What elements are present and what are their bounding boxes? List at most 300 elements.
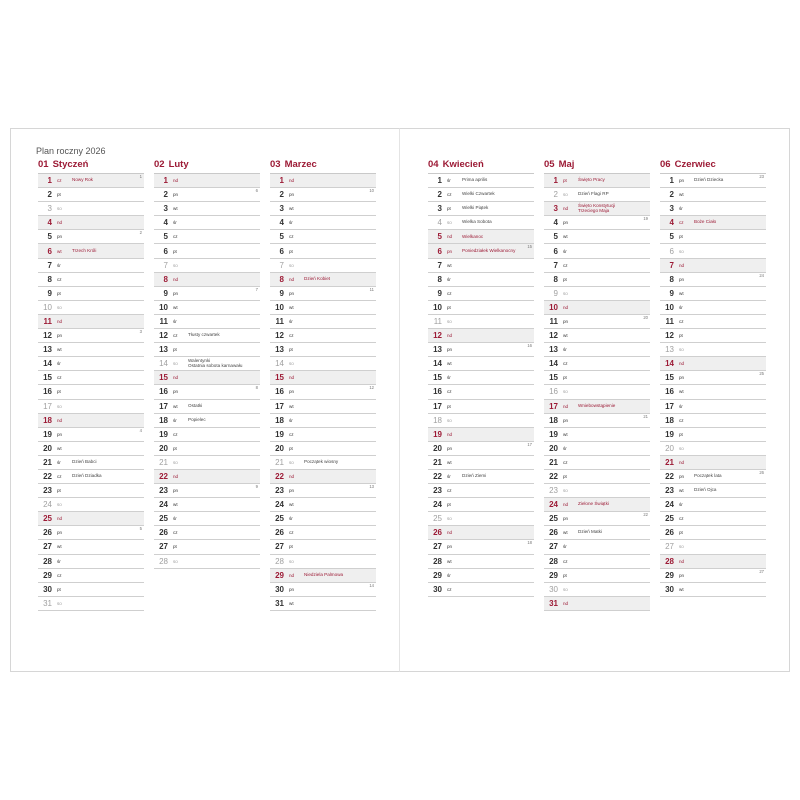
weekday-abbr: pn	[173, 488, 179, 494]
weekday-abbr: wt	[289, 403, 294, 409]
weekday-abbr: wt	[447, 361, 452, 367]
day-number: 1	[553, 176, 558, 186]
day-row	[428, 202, 534, 216]
month-column	[270, 159, 376, 611]
day-number: 28	[433, 556, 442, 566]
day-row	[428, 273, 534, 287]
day-number: 9	[437, 288, 442, 298]
day-number: 3	[437, 204, 442, 214]
day-row	[660, 216, 766, 230]
weekday-abbr: cz	[563, 361, 568, 367]
day-row	[428, 287, 534, 301]
day-row	[38, 244, 144, 258]
day-number: 17	[665, 401, 674, 411]
weekday-abbr: wt	[679, 290, 684, 296]
day-note: Wielka Sobota	[462, 219, 492, 225]
weekday-abbr: śr	[679, 403, 683, 409]
day-row	[270, 385, 376, 399]
day-row	[544, 244, 650, 258]
weekday-abbr: cz	[563, 262, 568, 268]
day-row	[428, 174, 534, 188]
day-row	[38, 202, 144, 216]
day-number: 17	[159, 401, 168, 411]
weekday-abbr: cz	[173, 431, 178, 437]
weekday-abbr: nd	[289, 276, 295, 282]
weekday-abbr: cz	[447, 488, 452, 494]
weekday-abbr: wt	[173, 206, 178, 212]
weekday-abbr: nd	[289, 572, 295, 578]
day-row	[38, 428, 144, 442]
day-row	[270, 216, 376, 230]
day-note: Początek wiosny	[304, 459, 339, 465]
day-number: 29	[433, 570, 442, 580]
day-number: 14	[43, 359, 52, 369]
weekday-abbr: śr	[679, 206, 683, 212]
weekday-abbr: so	[679, 347, 684, 353]
weekday-abbr: wt	[447, 558, 452, 564]
day-note: Święto Konstytucji Trzeciego Maja	[578, 202, 616, 213]
weekday-abbr: pn	[173, 192, 179, 198]
day-number: 10	[43, 302, 52, 312]
weekday-abbr: śr	[57, 459, 61, 465]
day-number: 18	[275, 415, 284, 425]
day-number: 20	[43, 443, 52, 453]
day-row	[154, 442, 260, 456]
weekday-abbr: nd	[289, 474, 295, 480]
day-number: 30	[549, 584, 558, 594]
weekday-abbr: nd	[679, 361, 685, 367]
day-note: Zielone Świątki	[578, 501, 609, 507]
weekday-abbr: pt	[57, 586, 61, 592]
day-number: 5	[553, 232, 558, 242]
day-number: 13	[159, 345, 168, 355]
day-number: 25	[275, 514, 284, 524]
weekday-abbr: nd	[563, 403, 569, 409]
day-row	[544, 315, 650, 329]
weekday-abbr: nd	[173, 474, 179, 480]
weekday-abbr: pt	[57, 488, 61, 494]
day-number: 10	[433, 302, 442, 312]
day-note: Wniebowstąpienie	[578, 402, 616, 408]
weekday-abbr: nd	[57, 318, 63, 324]
weekday-abbr: pn	[289, 586, 295, 592]
day-number: 15	[159, 373, 168, 383]
day-row	[270, 174, 376, 188]
day-row	[544, 202, 650, 216]
day-row	[270, 343, 376, 357]
day-number: 4	[437, 218, 442, 228]
day-row	[38, 357, 144, 371]
day-row	[154, 244, 260, 258]
weekday-abbr: cz	[57, 474, 62, 480]
day-row	[428, 216, 534, 230]
day-row	[38, 385, 144, 399]
day-number: 7	[279, 260, 284, 270]
day-number: 12	[275, 331, 284, 341]
weekday-abbr: wt	[57, 544, 62, 550]
day-number: 2	[669, 190, 674, 200]
weekday-abbr: pt	[447, 502, 451, 508]
day-row	[428, 315, 534, 329]
weekday-abbr: cz	[679, 417, 684, 423]
day-row	[38, 484, 144, 498]
day-number: 4	[47, 218, 52, 228]
weekday-abbr: śr	[173, 318, 177, 324]
day-row	[428, 428, 534, 442]
week-number: 25	[759, 371, 764, 377]
day-row	[270, 498, 376, 512]
day-row	[38, 597, 144, 611]
day-row	[660, 428, 766, 442]
day-row	[544, 301, 650, 315]
day-row	[38, 414, 144, 428]
day-number: 2	[553, 190, 558, 200]
day-number: 2	[163, 190, 168, 200]
day-number: 29	[43, 570, 52, 580]
day-row	[544, 555, 650, 569]
day-row	[544, 498, 650, 512]
weekday-abbr: nd	[563, 600, 569, 606]
day-row	[154, 287, 260, 301]
weekday-abbr: so	[57, 502, 62, 508]
day-row	[544, 400, 650, 414]
day-row	[544, 484, 650, 498]
weekday-abbr: śr	[447, 375, 451, 381]
day-row	[428, 259, 534, 273]
weekday-abbr: wt	[173, 502, 178, 508]
weekday-abbr: wt	[679, 192, 684, 198]
day-number: 13	[433, 345, 442, 355]
day-number: 22	[433, 472, 442, 482]
month-column	[38, 159, 144, 611]
weekday-abbr: pn	[447, 544, 453, 550]
day-row	[660, 301, 766, 315]
weekday-abbr: pn	[563, 220, 569, 226]
weekday-abbr: wt	[563, 530, 568, 536]
day-number: 24	[665, 500, 674, 510]
week-number: 11	[369, 286, 374, 292]
weekday-abbr: so	[173, 459, 178, 465]
weekday-abbr: nd	[447, 431, 453, 437]
day-row	[544, 512, 650, 526]
weekday-abbr: so	[563, 389, 568, 395]
day-note: Dzień Flagi RP	[578, 191, 609, 197]
day-row	[544, 428, 650, 442]
day-number: 26	[275, 528, 284, 538]
day-number: 29	[665, 570, 674, 580]
day-row	[660, 287, 766, 301]
day-row	[270, 569, 376, 583]
weekday-abbr: wt	[679, 488, 684, 494]
weekday-abbr: so	[563, 192, 568, 198]
weekday-abbr: pn	[563, 417, 569, 423]
day-number: 5	[437, 232, 442, 242]
week-number: 22	[643, 512, 648, 518]
weekday-abbr: śr	[57, 558, 61, 564]
day-number: 28	[43, 556, 52, 566]
weekday-abbr: nd	[173, 276, 179, 282]
week-number: 14	[369, 582, 374, 588]
day-row	[270, 540, 376, 554]
day-number: 19	[275, 429, 284, 439]
weekday-abbr: śr	[447, 178, 451, 184]
week-number: 19	[643, 216, 648, 222]
day-number: 3	[669, 204, 674, 214]
day-number: 7	[47, 260, 52, 270]
weekday-abbr: wt	[173, 403, 178, 409]
weekday-abbr: so	[563, 586, 568, 592]
month-name: Marzec	[284, 159, 317, 170]
day-row	[544, 230, 650, 244]
day-row	[270, 597, 376, 611]
day-number: 20	[275, 443, 284, 453]
day-row	[544, 540, 650, 554]
month-number: 02	[154, 159, 165, 170]
day-row	[544, 216, 650, 230]
day-note: Dzień Ojca	[694, 487, 717, 493]
day-number: 15	[433, 373, 442, 383]
day-row	[428, 540, 534, 554]
day-number: 12	[43, 331, 52, 341]
weekday-abbr: cz	[289, 431, 294, 437]
day-note: Dzień Kobiet	[304, 275, 331, 281]
weekday-abbr: śr	[173, 220, 177, 226]
weekday-abbr: śr	[679, 304, 683, 310]
day-number: 24	[159, 500, 168, 510]
day-number: 26	[159, 528, 168, 538]
weekday-abbr: wt	[563, 333, 568, 339]
weekday-abbr: nd	[447, 530, 453, 536]
day-row	[154, 273, 260, 287]
day-number: 19	[665, 429, 674, 439]
day-row	[544, 583, 650, 597]
day-row	[544, 569, 650, 583]
day-row	[270, 315, 376, 329]
weekday-abbr: wt	[679, 586, 684, 592]
day-note: Tłusty czwartek	[188, 332, 220, 338]
day-number: 9	[279, 288, 284, 298]
weekday-abbr: pn	[679, 375, 685, 381]
day-row	[544, 174, 650, 188]
weekday-abbr: pt	[57, 389, 61, 395]
day-number: 29	[275, 570, 284, 580]
day-number: 9	[163, 288, 168, 298]
day-number: 11	[159, 316, 168, 326]
day-row	[270, 400, 376, 414]
day-number: 3	[279, 204, 284, 214]
weekday-abbr: cz	[447, 192, 452, 198]
day-number: 1	[437, 176, 442, 186]
weekday-abbr: so	[57, 403, 62, 409]
day-row	[660, 555, 766, 569]
weekday-abbr: śr	[289, 318, 293, 324]
day-number: 7	[163, 260, 168, 270]
day-number: 5	[669, 232, 674, 242]
weekday-abbr: nd	[447, 333, 453, 339]
day-number: 23	[43, 486, 52, 496]
day-number: 18	[159, 415, 168, 425]
day-row	[660, 315, 766, 329]
week-number: 26	[759, 469, 764, 475]
day-row	[660, 371, 766, 385]
weekday-abbr: wt	[447, 262, 452, 268]
weekday-abbr: śr	[289, 417, 293, 423]
weekday-abbr: pn	[57, 530, 63, 536]
day-row	[270, 470, 376, 484]
week-number: 2	[139, 230, 142, 236]
weekday-abbr: so	[447, 318, 452, 324]
weekday-abbr: pn	[563, 318, 569, 324]
day-row	[154, 216, 260, 230]
day-number: 19	[159, 429, 168, 439]
weekday-abbr: pn	[679, 276, 685, 282]
week-number: 9	[255, 484, 258, 490]
day-row	[154, 371, 260, 385]
day-number: 17	[275, 401, 284, 411]
day-row	[154, 512, 260, 526]
day-row	[154, 526, 260, 540]
weekday-abbr: cz	[679, 220, 684, 226]
weekday-abbr: pt	[289, 544, 293, 550]
day-row	[660, 498, 766, 512]
day-row	[428, 301, 534, 315]
day-row	[38, 456, 144, 470]
day-row	[38, 188, 144, 202]
day-number: 25	[549, 514, 558, 524]
day-row	[38, 512, 144, 526]
weekday-abbr: so	[563, 488, 568, 494]
weekday-abbr: wt	[173, 304, 178, 310]
day-number: 10	[665, 302, 674, 312]
day-row	[154, 357, 260, 371]
day-row	[428, 230, 534, 244]
week-number: 8	[255, 385, 258, 391]
weekday-abbr: nd	[679, 558, 685, 564]
week-number: 3	[139, 329, 142, 335]
day-row	[38, 526, 144, 540]
day-number: 3	[553, 204, 558, 214]
month-column	[660, 159, 766, 597]
day-number: 24	[275, 500, 284, 510]
weekday-abbr: wt	[57, 248, 62, 254]
day-row	[544, 470, 650, 484]
day-number: 25	[159, 514, 168, 524]
day-row	[154, 470, 260, 484]
day-note: Początek lata	[694, 473, 722, 479]
weekday-abbr: pt	[679, 234, 683, 240]
month-header	[544, 159, 650, 174]
day-row	[154, 202, 260, 216]
day-number: 14	[159, 359, 168, 369]
day-number: 26	[665, 528, 674, 538]
day-number: 9	[669, 288, 674, 298]
month-number: 04	[428, 159, 439, 170]
day-number: 16	[433, 387, 442, 397]
weekday-abbr: cz	[57, 375, 62, 381]
weekday-abbr: nd	[563, 304, 569, 310]
day-number: 8	[669, 274, 674, 284]
day-row	[38, 470, 144, 484]
weekday-abbr: śr	[447, 276, 451, 282]
day-number: 16	[43, 387, 52, 397]
day-note: Poniedziałek Wielkanocny	[462, 247, 516, 253]
day-number: 3	[163, 204, 168, 214]
day-note: Nowy Rok	[72, 177, 93, 183]
day-row	[660, 357, 766, 371]
weekday-abbr: pn	[289, 389, 295, 395]
day-row	[154, 385, 260, 399]
day-row	[428, 470, 534, 484]
day-number: 7	[669, 260, 674, 270]
weekday-abbr: śr	[563, 544, 567, 550]
day-row	[428, 583, 534, 597]
weekday-abbr: pn	[173, 389, 179, 395]
month-name: Maj	[558, 159, 575, 170]
weekday-abbr: śr	[173, 417, 177, 423]
weekday-abbr: nd	[173, 375, 179, 381]
day-number: 8	[437, 274, 442, 284]
weekday-abbr: so	[679, 248, 684, 254]
weekday-abbr: wt	[447, 459, 452, 465]
day-row	[428, 512, 534, 526]
day-row	[660, 512, 766, 526]
week-number: 16	[527, 343, 532, 349]
weekday-abbr: pn	[57, 234, 63, 240]
day-row	[38, 174, 144, 188]
day-number: 22	[275, 472, 284, 482]
weekday-abbr: cz	[173, 234, 178, 240]
day-number: 4	[279, 218, 284, 228]
day-number: 14	[665, 359, 674, 369]
weekday-abbr: nd	[563, 502, 569, 508]
month-number: 01	[38, 159, 49, 170]
weekday-abbr: pt	[173, 347, 177, 353]
day-row	[154, 414, 260, 428]
day-number: 22	[665, 472, 674, 482]
week-number: 6	[255, 188, 258, 194]
day-number: 30	[43, 584, 52, 594]
weekday-abbr: so	[289, 459, 294, 465]
weekday-abbr: nd	[57, 417, 63, 423]
day-row	[38, 259, 144, 273]
weekday-abbr: pt	[563, 474, 567, 480]
day-number: 31	[43, 598, 52, 608]
weekday-abbr: śr	[289, 220, 293, 226]
weekday-abbr: śr	[679, 502, 683, 508]
day-number: 17	[433, 401, 442, 411]
day-number: 13	[275, 345, 284, 355]
day-row	[154, 301, 260, 315]
weekday-abbr: śr	[447, 572, 451, 578]
weekday-abbr: pn	[447, 445, 453, 451]
weekday-abbr: pn	[57, 431, 63, 437]
day-number: 11	[665, 316, 674, 326]
day-note: Popielec	[188, 416, 206, 422]
day-row	[38, 442, 144, 456]
day-row	[428, 357, 534, 371]
week-number: 12	[369, 385, 374, 391]
day-row	[270, 329, 376, 343]
day-number: 5	[279, 232, 284, 242]
day-number: 8	[553, 274, 558, 284]
day-number: 12	[549, 331, 558, 341]
day-row	[38, 555, 144, 569]
day-number: 14	[549, 359, 558, 369]
month-header	[270, 159, 376, 174]
weekday-abbr: nd	[289, 178, 295, 184]
month-number: 06	[660, 159, 671, 170]
weekday-abbr: so	[57, 600, 62, 606]
